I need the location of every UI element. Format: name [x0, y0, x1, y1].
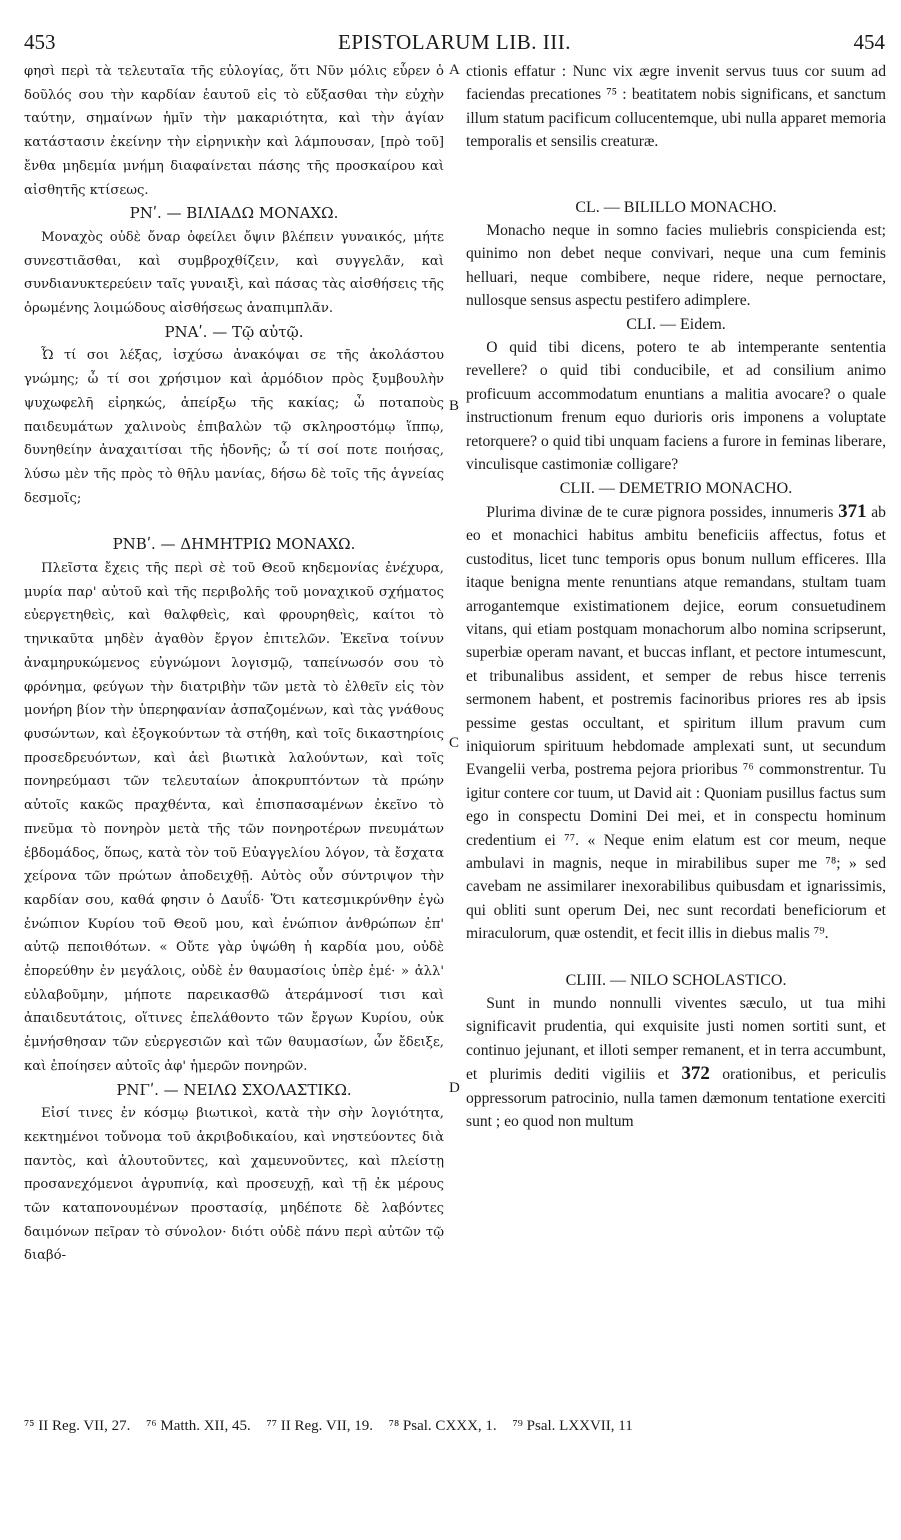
greek-text-152: Πλεῖστα ἔχεις τῆς περὶ σὲ τοῦ Θεοῦ κηδεμονίας ἐνέχυρα, μυρία παρ' αὐτοῦ καὶ τῆς περιβολῆς τοῦ μοναχικοῦ σχήματος εὐεργετηθεὶς, καὶ θαλφθεὶς, καὶ φρουρηθεὶς, καίτοι τὸ τηνικαῦτα μηδὲν ἀγαθὸν ἔργον ἐπιτελῶν. Ἐκεῖνα τοίνυν ἀναμηρυκώμενος εὐγνώμονι λογισμῷ, ταπείνωσόν σου τὸ φρόνημα, φεύγων τὴν διατριβὴν τῶν μετὰ τὸ ἐλθεῖν εἰς τὸν μονήρη βίον τὴν ὑπερηφανίαν ἀσπαζομένων, καὶ τὰς γνάθους φυσώντων, καὶ ἐξογκούντων τὰ στήθη, καὶ τοῖς δικαστηρίοις προσεδρευόντων, καὶ ἀεὶ βιωτικὰ λαλούντων, καὶ τοῖς πονηρεύμασι τῶν τελευταίων ἀποκρυπτόντων τὰ πρώην αὐτοῖς κακῶς πραχθέντα, καὶ ἐπισπασαμένων ἐκεῖνο τὸ πνεῦμα τὸ πονηρὸν μετὰ τῆς τῶν πονηροτέρων πνευμάτων ἑβδομάδος, ὅπως, κατὰ τὸν τοῦ Εὐαγγελίου λόγον, τὰ ἔσχατα χείρονα τῶν πρώτων ἀποδειχθῇ. Αὐτὸς οὖν σύντριψον τὴν καρδίαν σου, καθά φησιν ὁ Δαυΐδ· Ὅτι κατεσμικρύνθην ἐγὼ ἐνώπιον Κυρίου τοῦ Θεοῦ μου, καὶ ἐνώπιον ἀνθρώπων ἐπ' αὐτῷ πεποιθότων. « Οὔτε γὰρ ὑψώθη ἡ καρδία μου, οὐδὲ ἐπορεύθην ἐν μεγάλοις, οὐδὲ ἐν θαυμασίοις ὑπὲρ ἐμέ· » ἀλλ' εὐλαβοῦμην, μήποτε παρεικασθῶ ἀτεράμνοσί τισι καὶ ἀπαιδευτάτοις, οἵτινες ἐπελάθοντο τῶν ἔργων Κυρίου, οὐκ ἐμνήσθησαν τῶν εὐεργεσιῶν καὶ τῶν θαυμασίων, ὧν ἔδειξε, καὶ ἐποίησεν αὐτοῖς ἀφ' ἡμερῶν πονηρῶν. [24, 561, 444, 1074]
running-title: EPISTOLARUM LIB. III. [338, 30, 571, 54]
latin-letter-151 [466, 313, 886, 477]
greek-text-150: Μοναχὸς οὐδὲ ὄναρ ὀφείλει ὄψιν βλέπειν γυναικός, μήτε συνεστιᾶσθαι, καὶ συμβροχθίζειν, καὶ συγγελᾶν, καὶ συνδιανυκτερεύειν ταῖς γυναιξὶ, καὶ πάσας τὰς αἰσθήσεις τῆς ὁρωμένης λοιμώδους αἰσθήσεως ἀναπιμπλᾶν. [24, 229, 444, 317]
latin-text-153 [466, 992, 886, 1133]
margin-letter-b: B [449, 398, 460, 414]
column-marker-371: 371 [838, 500, 867, 522]
greek-letter-152 [24, 533, 444, 1078]
latin-text-152 [466, 500, 886, 946]
latin-letter-153 [466, 969, 886, 1134]
greek-column [24, 60, 444, 1268]
latin-text-150: Monacho neque in somno facies muliebris conspicienda est; quinimo non debet neque convivari, neque una cum feminis helluari, neque combibere, neque ridere, neque pernoctare, nullosque sensus aspectu pestifero adimplere. [466, 222, 886, 310]
footnote-79: ⁷⁹ Psal. LXXVII, 11 [512, 1418, 633, 1434]
footnotes [24, 1418, 881, 1435]
page-number-right: 454 [853, 30, 885, 54]
latin-letter-150 [466, 196, 886, 313]
column-marker-372: 372 [681, 1063, 710, 1085]
greek-letter-153 [24, 1079, 444, 1269]
greek-text-153: Εἰσί τινες ἐν κόσμῳ βιωτικοὶ, κατὰ τὴν σὴν λογιότητα, κεκτημένοι τοὔνομα τοῦ ἀκριβοδικαίου, καὶ νηστεύοντες διὰ παντὸς, καὶ ἀλουτοῦντες, καὶ χαμευνοῦντες, καὶ πλείστῃ προσανεχόμενοι ἀγρυπνίᾳ, καὶ προσευχῇ, καὶ τῇ ἐκ μέρους τῶν καταπονουμένων προστασίᾳ, μηδέποτε δὲ λαβόντες δαιμόνων πεῖραν τὸ σύνολον· διότι οὐδὲ πάνυ περὶ αὐτῶν τῷ διαβό- [24, 1106, 444, 1264]
latin-heading-152: CLII. — DEMETRIO MONACHO. [559, 479, 793, 497]
latin-heading-151: CLI. — Eidem. [626, 315, 726, 333]
greek-letter-151 [24, 321, 444, 511]
latin-text-153-part1: Sunt in mundo nonnulli viventes sæculo, ut tua mihi significavit prudentia, qui exquisite justi nomen sortiti sunt, et continuo jejunant, et illoti semper remanent, et in terra accumbunt, et plurimis dediti vigiliis et [466, 995, 886, 1084]
latin-intro: ctionis effatur : Nunc vix ægre invenit servus tuus cor suum ad faciendas precationes ⁷⁵ : beatitatem nobis significans, et sanctum illum statum pacificum collucentemque, ubi nulla apparet memoria temporalis et sensilis creaturæ. [466, 63, 886, 151]
margin-letter-a: A [449, 62, 460, 78]
page-number-left: 453 [24, 30, 56, 54]
latin-heading-150: CL. — BILILLO MONACHO. [575, 198, 777, 216]
latin-heading-153: CLIII. — NILO SCHOLASTICO. [565, 971, 787, 989]
margin-letter-c: C [449, 735, 460, 751]
footnote-78: ⁷⁸ Psal. CXXX, 1. [388, 1418, 497, 1434]
greek-letter-150 [24, 202, 444, 321]
running-head [24, 30, 885, 56]
greek-heading-152: ΡΝΒʹ. — ΔΗΜΗΤΡΙΩ ΜΟΝΑΧΩ. [112, 535, 356, 554]
margin-letter-d: D [449, 1080, 460, 1096]
footnote-76: ⁷⁶ Matth. XII, 45. [146, 1418, 251, 1434]
greek-heading-151: ΡΝΑʹ. — Τῷ αὐτῷ. [164, 322, 304, 341]
greek-heading-153: ΡΝΓʹ. — ΝΕΙΛΩ ΣΧΟΛΑΣΤΙΚΩ. [116, 1080, 352, 1099]
footnote-75: ⁷⁵ II Reg. VII, 27. [24, 1418, 131, 1434]
latin-text-153-part2: orationibus, et periculis oppressorum patrocinio, nulla tamen dæmonum tentatione exerciti sunt ; eo quod non multum [466, 1066, 887, 1131]
latin-text-152-part1: Plurima divinæ de te curæ pignora possides, innumeris [486, 503, 834, 521]
latin-column [466, 60, 886, 1133]
footnote-77: ⁷⁷ II Reg. VII, 19. [266, 1418, 373, 1434]
latin-text-152-part2: ab eo et monachici habitus ambitu beneficiis affectus, fotus et custoditus, licet tunc temporis opus bonum nullum efficeres. Illa itaque benigna mente renuntians atque remandans, stultam tuam arrogantemque existimationem dejice, eorum consuetudinem vitans, qui etiam postquam monachorum albo nomina scripserunt, superbiæ operam navant, et buccas inflant, et pectore intumescunt, et tribunalibus assident, et semper de rebus hisce terrenis sermonem habent, et postremis facinoribus priores res ab ipsis pessime gestas occultant, et spiritum illum pravum cum iniquiorum spirituum hebdomade amplexati sunt, ut secundum Evangelii verba, postrema pejora prioribus ⁷⁶ commonstrentur. Tu igitur contere cor tuum, ut David ait : Quoniam pusillus factus sum ego in conspectu Domini Dei mei, et in conspectu hominum credentium ei ⁷⁷. « Neque enim elatum est cor meum, neque ambulavi in magnis, neque in mirabilibus super me ⁷⁸; » sed cavebam ne assimilarer inexorabilibus quibusdam et ignarissimis, qui obliti sunt operum Dei, nec sunt recordati beneficiorum et miraculorum, quæ ostendit, et fecit illis in diebus malis ⁷⁹. [466, 503, 886, 943]
greek-text-151: Ὦ τί σοι λέξας, ἰσχύσω ἀνακόψαι σε τῆς ἀκολάστου γνώμης; ὦ τί σοι χρήσιμον καὶ ἁρμόδιον πρὸς ξυμβουλὴν ψυχωφελῆ εἰρηκώς, ἀπείρξω τῆς κακίας; ὦ ποταποὺς παιδευμάτων χαλινοὺς ἐπιβαλὼν τῷ σκληροστόμῳ ἵππῳ, δυνηθείην ἀναχαιτίσαι τῆς ἡδονῆς; ὦ τί σοί ποτε ποιήσας, λύσω μὲν τῆς πρὸς τὸ θῆλυ μανίας, δήσω δὲ τοῖς τῆς ἁγνείας δεσμοῖς; [24, 348, 444, 506]
greek-intro: φησὶ περὶ τὰ τελευταῖα τῆς εὐλογίας, ὅτι Νῦν μόλις εὗρεν ὁ δοῦλός σου τὴν καρδίαν ἑαυτοῦ εἰς τὸ εὔξασθαι τὴν εὐχὴν ταύτην, σημαίνων ἡμῖν τὴν μακαριότητα, καὶ τὴν ἁγίαν κατάστασιν ἐκείνην τὴν εἰρηνικὴν καὶ λάμπουσαν, [πρὸ τοῦ] ἔνθα μηδεμία μνήμη διαφαίνεται πάσης τῆς προσκαίρου καὶ αἰσθητῆς κτίσεως. [24, 64, 444, 198]
latin-text-151: O quid tibi dicens, potero te ab intemperante sententia revellere? o quid tibi conducibile, et ad consilium animo proficuum accommodatum enuntians a malitia avocare? o quale instructionum frenum equo durioris oris imponens a voluptate retorquere? o quid tibi unquam faciens a furore in feminas liberare, vinculisque castimoniæ colligare? [466, 339, 886, 474]
latin-letter-152 [466, 477, 886, 946]
greek-heading-150: ΡΝʹ. — ΒΙΛΙΑΔΩ ΜΟΝΑΧΩ. [129, 204, 339, 223]
